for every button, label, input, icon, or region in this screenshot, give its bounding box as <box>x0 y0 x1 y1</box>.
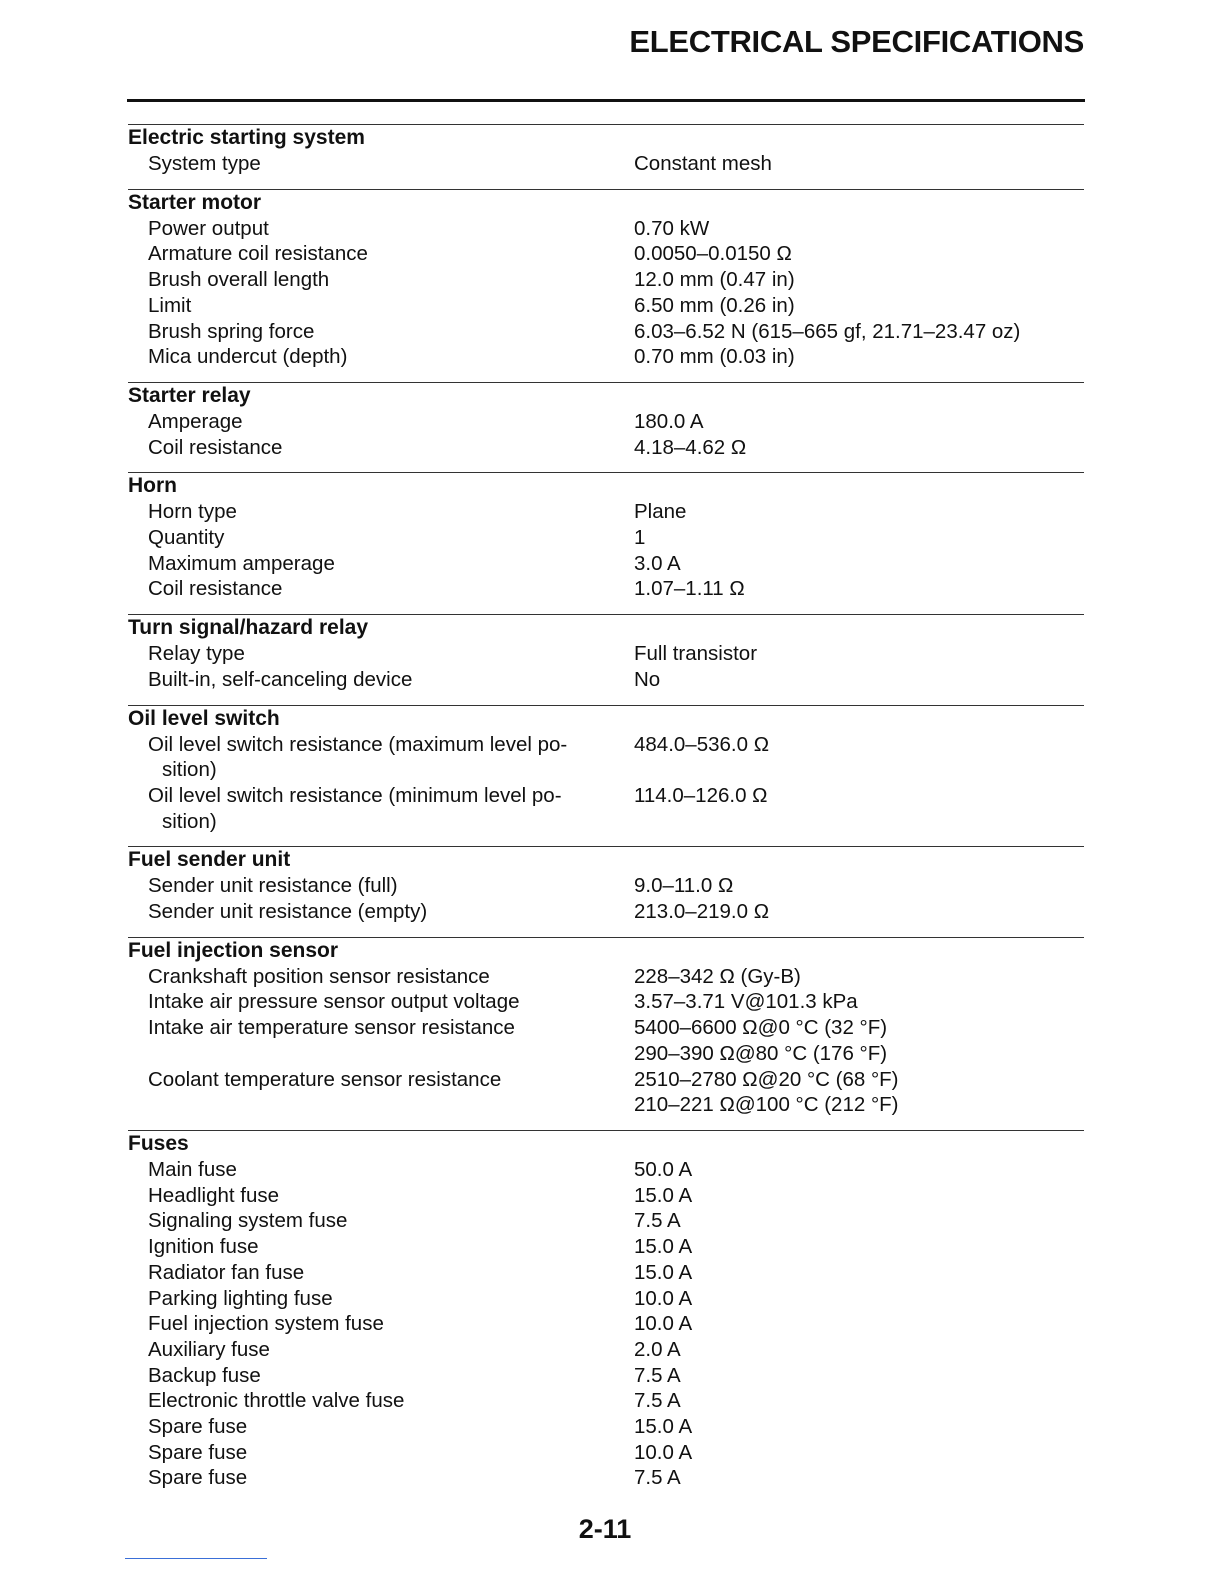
spec-label-line: Headlight fuse <box>148 1183 280 1207</box>
spec-label-line: Intake air temperature sensor resistance <box>148 1016 515 1040</box>
spec-label <box>128 576 598 602</box>
spec-row <box>128 1337 1084 1363</box>
spec-row <box>128 1286 1084 1312</box>
spec-label-line: Backup fuse <box>148 1363 261 1387</box>
spec-label-line: Main fuse <box>148 1157 237 1181</box>
spec-table <box>128 124 1084 1503</box>
spec-row <box>128 873 1084 899</box>
spec-value-line: 7.5 A <box>634 1466 681 1490</box>
spec-value <box>598 1183 692 1209</box>
spec-value <box>598 216 709 242</box>
spec-label-line: Relay type <box>148 642 245 666</box>
spec-value <box>598 319 1020 345</box>
spec-value-line: 15.0 A <box>634 1235 693 1259</box>
spec-section <box>128 846 1084 924</box>
spec-value-line: 15.0 A <box>634 1260 693 1284</box>
spec-label <box>128 1286 598 1312</box>
spec-row <box>128 409 1084 435</box>
spec-value <box>598 641 757 667</box>
spec-row <box>128 525 1084 551</box>
spec-label <box>128 732 598 783</box>
spec-label-line: Armature coil resistance <box>148 242 368 266</box>
spec-value-line: 7.5 A <box>634 1209 681 1233</box>
spec-row <box>128 319 1084 345</box>
spec-label <box>128 1260 598 1286</box>
spec-value-line: 50.0 A <box>634 1157 693 1181</box>
spec-section <box>128 382 1084 460</box>
spec-label-line: Ignition fuse <box>148 1235 259 1259</box>
spec-value <box>598 732 769 783</box>
spec-value <box>598 525 645 551</box>
spec-value <box>598 1465 681 1491</box>
spec-row <box>128 667 1084 693</box>
spec-value <box>598 899 769 925</box>
spec-label-line: Oil level switch resistance (maximum level po- <box>148 732 568 756</box>
spec-value-line: 6.03–6.52 N (615–665 gf, 21.71–23.47 oz) <box>634 319 1021 343</box>
spec-value-line: 2510–2780 Ω@20 °C (68 °F) <box>634 1067 899 1091</box>
spec-value <box>598 576 745 602</box>
spec-label-line: Amperage <box>148 409 243 433</box>
spec-value <box>598 964 801 990</box>
spec-value <box>598 1311 692 1337</box>
spec-row <box>128 151 1084 177</box>
spec-row <box>128 1157 1084 1183</box>
spec-value-line: 15.0 A <box>634 1415 693 1439</box>
spec-section <box>128 1130 1084 1491</box>
spec-label-line: Spare fuse <box>148 1466 248 1490</box>
spec-row <box>128 732 1084 783</box>
spec-row <box>128 899 1084 925</box>
spec-label <box>128 525 598 551</box>
spec-row <box>128 1183 1084 1209</box>
spec-value-line: 213.0–219.0 Ω <box>634 900 770 924</box>
spec-row <box>128 241 1084 267</box>
spec-value <box>598 1337 681 1363</box>
spec-label <box>128 151 598 177</box>
spec-value-line: 0.70 mm (0.03 in) <box>634 345 795 369</box>
spec-row <box>128 499 1084 525</box>
spec-value <box>598 435 746 461</box>
spec-row <box>128 344 1084 370</box>
spec-value <box>598 551 681 577</box>
spec-value-line: No <box>634 667 661 691</box>
spec-label <box>128 1440 598 1466</box>
spec-value <box>598 667 660 693</box>
spec-section <box>128 937 1084 1118</box>
spec-label-line: Spare fuse <box>148 1440 248 1464</box>
spec-value <box>598 873 733 899</box>
spec-value-line: Constant mesh <box>634 152 772 175</box>
spec-value <box>598 293 795 319</box>
spec-value-line: 228–342 Ω (Gy-B) <box>634 964 801 988</box>
spec-row <box>128 1440 1084 1466</box>
spec-label <box>128 1067 598 1118</box>
spec-value-line: 1 <box>634 526 646 550</box>
spec-row <box>128 216 1084 242</box>
section-title: Electric starting system <box>128 126 365 149</box>
spec-value <box>598 1260 692 1286</box>
spec-row <box>128 576 1084 602</box>
spec-row <box>128 641 1084 667</box>
spec-row <box>128 1208 1084 1234</box>
spec-label <box>128 409 598 435</box>
spec-value <box>598 989 858 1015</box>
spec-label-line: Power output <box>148 216 269 240</box>
spec-value <box>598 1440 692 1466</box>
spec-label-line: Radiator fan fuse <box>148 1260 305 1284</box>
spec-value <box>598 1414 692 1440</box>
spec-label-line: System type <box>148 152 261 175</box>
spec-row <box>128 435 1084 461</box>
spec-label-line: Auxiliary fuse <box>148 1337 270 1361</box>
spec-value-line: 114.0–126.0 Ω <box>634 783 768 807</box>
spec-row <box>128 1388 1084 1414</box>
spec-label-line: Brush overall length <box>148 268 330 292</box>
spec-value-line: 10.0 A <box>634 1440 693 1464</box>
spec-label-line: Horn type <box>148 500 237 524</box>
spec-value-line: 2.0 A <box>634 1337 681 1361</box>
spec-label <box>128 344 598 370</box>
spec-label-line: Quantity <box>148 526 225 550</box>
spec-label-line: Coil resistance <box>148 577 283 601</box>
spec-label-line: Brush spring force <box>148 319 315 343</box>
page-title: ELECTRICAL SPECIFICATIONS <box>629 24 1084 59</box>
spec-value-line: 1.07–1.11 Ω <box>634 577 745 601</box>
spec-row <box>128 267 1084 293</box>
spec-value <box>598 1208 681 1234</box>
spec-value-line: 10.0 A <box>634 1286 693 1310</box>
spec-label <box>128 1465 598 1491</box>
spec-label <box>128 899 598 925</box>
spec-section <box>128 189 1084 370</box>
spec-value-line: 12.0 mm (0.47 in) <box>634 268 795 292</box>
spec-label <box>128 293 598 319</box>
spec-row <box>128 1311 1084 1337</box>
spec-value <box>598 1234 692 1260</box>
spec-row <box>128 989 1084 1015</box>
spec-label <box>128 1363 598 1389</box>
spec-value <box>598 1015 887 1066</box>
spec-row <box>128 1414 1084 1440</box>
spec-value-line: 3.57–3.71 V@101.3 kPa <box>634 990 858 1014</box>
spec-label <box>128 873 598 899</box>
spec-label-line: Sender unit resistance (empty) <box>148 900 428 924</box>
spec-label <box>128 1414 598 1440</box>
section-title: Fuel sender unit <box>128 848 291 872</box>
spec-value <box>598 1363 681 1389</box>
spec-value <box>598 241 792 267</box>
spec-label <box>128 989 598 1015</box>
spec-value-line: 7.5 A <box>634 1363 681 1387</box>
spec-label-line: Oil level switch resistance (minimum level po- <box>148 783 562 807</box>
spec-label <box>128 1234 598 1260</box>
title-rule <box>127 99 1085 102</box>
spec-label <box>128 1208 598 1234</box>
spec-label-line: Parking lighting fuse <box>148 1286 333 1310</box>
spec-label-line: Sender unit resistance (full) <box>148 874 398 898</box>
spec-row <box>128 551 1084 577</box>
spec-label <box>128 499 598 525</box>
spec-row <box>128 293 1084 319</box>
spec-label-line: Electronic throttle valve fuse <box>148 1389 405 1413</box>
spec-row <box>128 1363 1084 1389</box>
spec-label-line: Intake air pressure sensor output voltage <box>148 990 520 1014</box>
spec-label <box>128 641 598 667</box>
spec-label-line: Mica undercut (depth) <box>148 345 348 369</box>
spec-label-line: Spare fuse <box>148 1415 248 1439</box>
spec-label <box>128 435 598 461</box>
spec-value <box>598 1286 692 1312</box>
spec-label-line: sition) <box>162 809 217 833</box>
spec-value <box>598 1157 692 1183</box>
spec-section <box>128 472 1084 602</box>
spec-row <box>128 1015 1084 1066</box>
spec-label <box>128 964 598 990</box>
spec-value-line: 6.50 mm (0.26 in) <box>634 293 795 317</box>
spec-value <box>598 783 768 834</box>
spec-value-line: 290–390 Ω@80 °C (176 °F) <box>634 1041 888 1065</box>
spec-label-line: Fuel injection system fuse <box>148 1312 384 1336</box>
spec-row <box>128 1260 1084 1286</box>
bottom-link-underline[interactable] <box>125 1558 267 1559</box>
spec-value <box>598 499 686 525</box>
spec-label <box>128 667 598 693</box>
section-title: Starter motor <box>128 190 262 214</box>
spec-value-line: 210–221 Ω@100 °C (212 °F) <box>634 1093 899 1117</box>
spec-value-line: 0.70 kW <box>634 216 710 240</box>
spec-value <box>598 409 704 435</box>
spec-value <box>598 344 795 370</box>
spec-value-line: 4.18–4.62 Ω <box>634 435 747 459</box>
spec-label <box>128 1157 598 1183</box>
spec-label-line: Signaling system fuse <box>148 1209 348 1233</box>
spec-section <box>128 705 1084 835</box>
spec-value <box>598 1388 681 1414</box>
spec-label <box>128 783 598 834</box>
spec-value-line: 3.0 A <box>634 551 681 575</box>
spec-value-line: 180.0 A <box>634 409 704 433</box>
spec-row <box>128 964 1084 990</box>
section-title: Fuel injection sensor <box>128 938 339 962</box>
spec-label <box>128 216 598 242</box>
spec-label-line: Crankshaft position sensor resistance <box>148 964 490 988</box>
spec-value-line: 0.0050–0.0150 Ω <box>634 242 792 266</box>
spec-label <box>128 1183 598 1209</box>
spec-section <box>128 124 1084 177</box>
spec-label <box>128 1337 598 1363</box>
spec-row <box>128 1234 1084 1260</box>
spec-label <box>128 551 598 577</box>
spec-label <box>128 1311 598 1337</box>
page-number: 2-11 <box>578 1514 632 1544</box>
section-title: Turn signal/hazard relay <box>128 616 369 640</box>
spec-value-line: 484.0–536.0 Ω <box>634 732 770 756</box>
spec-section <box>128 614 1084 692</box>
spec-value <box>598 267 795 293</box>
spec-label-line: Coolant temperature sensor resistance <box>148 1067 502 1091</box>
spec-value-line: Full transistor <box>634 642 758 666</box>
spec-label <box>128 1388 598 1414</box>
spec-value <box>598 1067 899 1118</box>
spec-label-line: Limit <box>148 293 192 317</box>
spec-label <box>128 267 598 293</box>
spec-label-line: Coil resistance <box>148 435 283 459</box>
spec-label <box>128 241 598 267</box>
spec-value <box>598 151 772 177</box>
spec-value-line: 5400–6600 Ω@0 °C (32 °F) <box>634 1016 888 1040</box>
spec-label <box>128 319 598 345</box>
spec-row <box>128 1067 1084 1118</box>
spec-row <box>128 1465 1084 1491</box>
spec-label-line: Built-in, self-canceling device <box>148 667 413 691</box>
section-title: Fuses <box>128 1131 189 1155</box>
spec-label <box>128 1015 598 1066</box>
spec-value-line: 10.0 A <box>634 1312 693 1336</box>
section-title: Horn <box>128 474 177 498</box>
spec-label-line: Maximum amperage <box>148 551 335 575</box>
section-title: Starter relay <box>128 383 251 407</box>
section-title: Oil level switch <box>128 706 280 730</box>
spec-label-line: sition) <box>162 758 217 782</box>
spec-value-line: 15.0 A <box>634 1183 693 1207</box>
spec-value-line: 9.0–11.0 Ω <box>634 874 734 898</box>
spec-value-line: 7.5 A <box>634 1389 681 1413</box>
spec-value-line: Plane <box>634 500 687 524</box>
spec-row <box>128 783 1084 834</box>
